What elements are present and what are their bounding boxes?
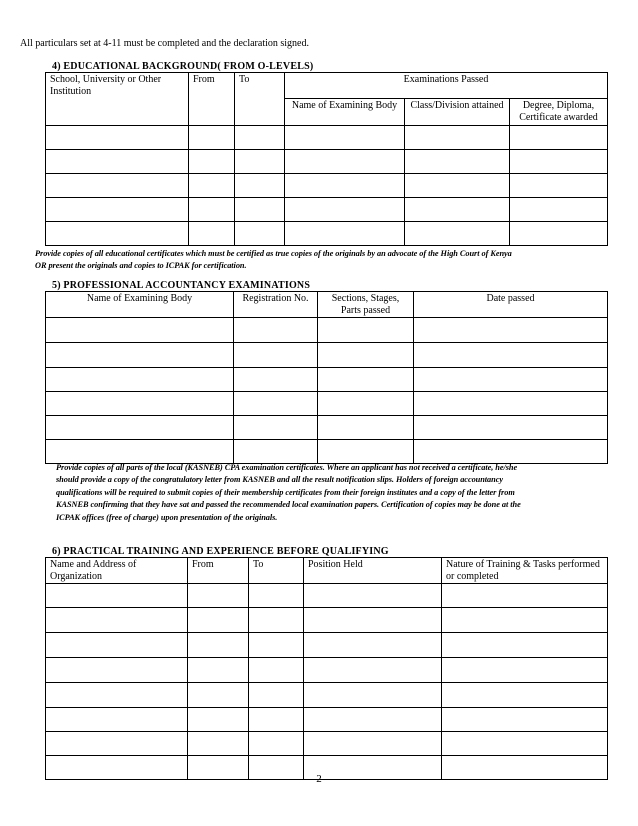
note-line: ICPAK offices (free of charge) upon presentation of the originals.: [56, 512, 278, 522]
header-position-held: Position Held: [304, 558, 442, 584]
practical-training-table: [45, 557, 608, 780]
form-cell[interactable]: [510, 222, 608, 246]
form-cell[interactable]: [46, 392, 234, 416]
form-cell[interactable]: [405, 150, 510, 174]
header-exams-passed: Examinations Passed: [285, 73, 608, 99]
page-number: 2: [316, 773, 322, 785]
form-cell[interactable]: [442, 732, 608, 756]
form-cell[interactable]: [414, 318, 608, 343]
table-row: [46, 708, 608, 732]
form-cell[interactable]: [188, 633, 249, 658]
form-cell[interactable]: [46, 708, 188, 732]
form-cell[interactable]: [304, 732, 442, 756]
form-cell[interactable]: [46, 633, 188, 658]
table-row: [46, 198, 608, 222]
table-row: [46, 633, 608, 658]
form-cell[interactable]: [189, 150, 235, 174]
table-row: [46, 683, 608, 708]
form-cell[interactable]: [442, 708, 608, 732]
form-cell[interactable]: [188, 658, 249, 683]
form-cell[interactable]: [442, 584, 608, 608]
form-cell[interactable]: [414, 343, 608, 368]
form-cell[interactable]: [235, 174, 285, 198]
form-cell[interactable]: [304, 608, 442, 633]
form-cell[interactable]: [235, 222, 285, 246]
form-cell[interactable]: [510, 198, 608, 222]
form-cell[interactable]: [249, 658, 304, 683]
table-row: [46, 368, 608, 392]
education-table: [45, 72, 608, 246]
form-cell[interactable]: [46, 416, 234, 440]
table-row: [46, 343, 608, 368]
form-cell[interactable]: [188, 584, 249, 608]
form-cell[interactable]: [249, 683, 304, 708]
form-cell[interactable]: [46, 683, 188, 708]
header-sections-passed: Sections, Stages, Parts passed: [318, 292, 414, 318]
header-from: From: [189, 73, 235, 126]
note-line: KASNEB confirming that they have sat and passed the recommended local examination papers. Certification of copies may be done at the: [56, 500, 521, 510]
table-row: [46, 222, 608, 246]
form-cell[interactable]: [249, 732, 304, 756]
form-cell[interactable]: [188, 683, 249, 708]
form-cell[interactable]: [304, 658, 442, 683]
form-cell[interactable]: [249, 633, 304, 658]
form-cell[interactable]: [510, 126, 608, 150]
section-5-note: [56, 462, 616, 524]
table-row: [46, 416, 608, 440]
form-cell[interactable]: [46, 608, 188, 633]
form-cell[interactable]: [405, 198, 510, 222]
form-cell[interactable]: [318, 392, 414, 416]
note-line: should provide a copy of the congratulatory letter from KASNEB and all the result notification slips. Holders of foreign accountancy: [56, 475, 503, 485]
form-cell[interactable]: [189, 222, 235, 246]
table-row: [46, 318, 608, 343]
header-from: From: [188, 558, 249, 584]
form-cell[interactable]: [318, 343, 414, 368]
section-4-note: [35, 248, 615, 273]
header-organization: Name and Address of Organization: [46, 558, 188, 584]
form-cell[interactable]: [318, 440, 414, 464]
form-cell[interactable]: [234, 440, 318, 464]
form-cell[interactable]: [414, 392, 608, 416]
note-line: Provide copies of all parts of the local (KASNEB) CPA examination certificates. Where an applicant has not received a certificate, he/she: [56, 463, 518, 472]
section-6-heading: 6) PRACTICAL TRAINING AND EXPERIENCE BEFORE QUALIFYING: [52, 546, 389, 557]
form-cell[interactable]: [414, 368, 608, 392]
form-cell[interactable]: [46, 343, 234, 368]
form-cell[interactable]: [249, 608, 304, 633]
header-nature-of-training: Nature of Training & Tasks performed or completed: [442, 558, 608, 584]
form-cell[interactable]: [234, 368, 318, 392]
table-row: [46, 126, 608, 150]
form-cell[interactable]: [46, 732, 188, 756]
form-cell[interactable]: [235, 150, 285, 174]
form-cell[interactable]: [318, 416, 414, 440]
form-cell[interactable]: [46, 222, 189, 246]
form-cell[interactable]: [285, 198, 405, 222]
form-cell[interactable]: [234, 416, 318, 440]
form-cell[interactable]: [189, 174, 235, 198]
form-cell[interactable]: [188, 708, 249, 732]
table-row: [46, 584, 608, 608]
form-cell[interactable]: [285, 174, 405, 198]
form-cell[interactable]: [235, 198, 285, 222]
form-cell[interactable]: [234, 392, 318, 416]
header-school: School, University or Other Institution: [46, 73, 189, 126]
table-row: [46, 608, 608, 633]
header-class-division: Class/Division attained: [405, 99, 510, 126]
form-cell[interactable]: [188, 608, 249, 633]
professional-exams-table: [45, 291, 608, 464]
intro-instruction: All particulars set at 4-11 must be completed and the declaration signed.: [20, 38, 309, 49]
form-cell[interactable]: [249, 584, 304, 608]
table-row: [46, 150, 608, 174]
form-cell[interactable]: [304, 683, 442, 708]
header-date-passed: Date passed: [414, 292, 608, 318]
table-row: [46, 392, 608, 416]
form-cell[interactable]: [46, 174, 189, 198]
form-cell[interactable]: [304, 708, 442, 732]
table-row: [46, 732, 608, 756]
form-cell[interactable]: [285, 150, 405, 174]
form-cell[interactable]: [285, 126, 405, 150]
form-cell[interactable]: [442, 683, 608, 708]
form-cell[interactable]: [405, 174, 510, 198]
form-cell[interactable]: [318, 318, 414, 343]
note-line: qualifications will be required to submit copies of their membership certificates from their foreign institutes and a copy of the letter from: [56, 487, 515, 497]
note-line: OR present the originals and copies to ICPAK for certification.: [35, 261, 247, 271]
form-cell[interactable]: [234, 318, 318, 343]
form-cell[interactable]: [405, 126, 510, 150]
header-examining-body: Name of Examining Body: [46, 292, 234, 318]
form-cell[interactable]: [46, 658, 188, 683]
form-cell[interactable]: [46, 318, 234, 343]
form-cell[interactable]: [442, 633, 608, 658]
table-row: [46, 174, 608, 198]
form-cell[interactable]: [46, 368, 234, 392]
form-cell[interactable]: [46, 150, 189, 174]
form-cell[interactable]: [414, 416, 608, 440]
form-cell[interactable]: [285, 222, 405, 246]
header-registration-no: Registration No.: [234, 292, 318, 318]
form-cell[interactable]: [235, 126, 285, 150]
section-4-heading: 4) EDUCATIONAL BACKGROUND( FROM O-LEVELS): [52, 61, 314, 72]
header-examining-body: Name of Examining Body: [285, 99, 405, 126]
form-cell[interactable]: [318, 368, 414, 392]
table-row: [46, 658, 608, 683]
form-cell[interactable]: [46, 198, 189, 222]
form-cell[interactable]: [442, 658, 608, 683]
form-cell[interactable]: [189, 198, 235, 222]
form-cell[interactable]: [189, 126, 235, 150]
note-line: Provide copies of all educational certificates which must be certified as true copies of the originals by an advocate of the High Court of Kenya: [35, 249, 512, 258]
form-cell[interactable]: [442, 608, 608, 633]
section-5-heading: 5) PROFESSIONAL ACCOUNTANCY EXAMINATIONS: [52, 280, 311, 291]
form-cell[interactable]: [46, 584, 188, 608]
form-cell[interactable]: [304, 584, 442, 608]
form-cell[interactable]: [188, 732, 249, 756]
header-to: To: [249, 558, 304, 584]
form-cell[interactable]: [405, 222, 510, 246]
header-to: To: [235, 73, 285, 126]
form-cell[interactable]: [234, 343, 318, 368]
form-cell[interactable]: [414, 440, 608, 464]
header-degree: Degree, Diploma, Certificate awarded: [510, 99, 608, 126]
form-cell[interactable]: [510, 174, 608, 198]
form-cell[interactable]: [249, 708, 304, 732]
form-cell[interactable]: [46, 440, 234, 464]
form-cell[interactable]: [304, 633, 442, 658]
form-cell[interactable]: [46, 126, 189, 150]
table-row: [46, 440, 608, 464]
form-cell[interactable]: [510, 150, 608, 174]
